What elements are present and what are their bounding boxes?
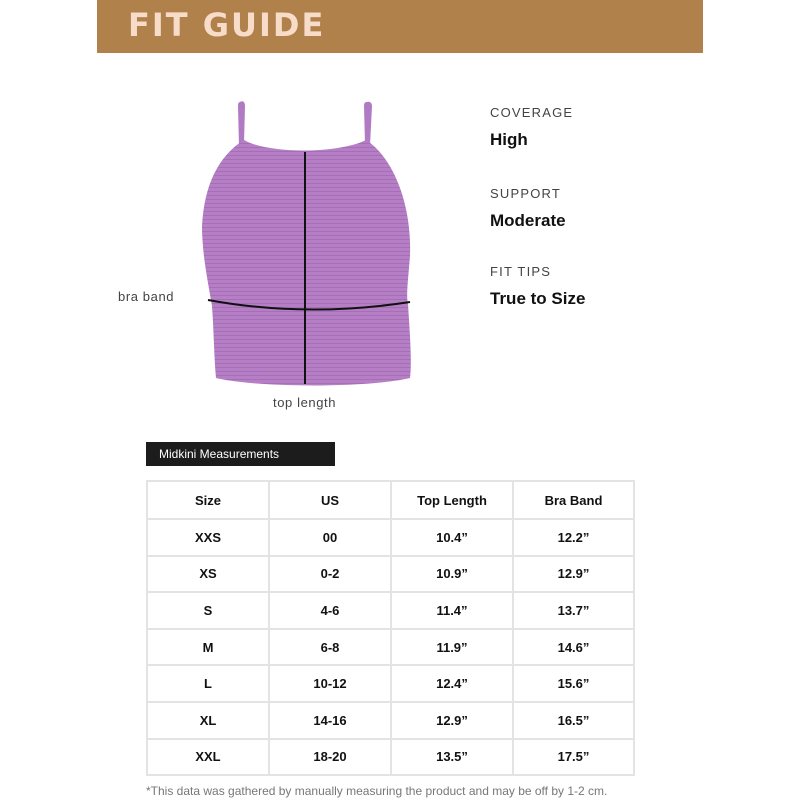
- cell-us: 18-20: [269, 739, 391, 776]
- cell-size: XS: [147, 556, 269, 593]
- cell-size: XL: [147, 702, 269, 739]
- size-measurements-table: [146, 480, 635, 776]
- right-strap: [364, 102, 372, 146]
- measurement-disclaimer: *This data was gathered by manually measuring the product and may be off by 1-2 cm.: [146, 784, 608, 798]
- spec-value: High: [490, 130, 528, 149]
- table-header-row: [147, 481, 634, 519]
- bra-band-label: bra band: [118, 289, 175, 304]
- spec-fit-tips: [490, 264, 585, 309]
- cell-size: L: [147, 665, 269, 702]
- garment-body: [202, 140, 411, 386]
- cell-size: XXS: [147, 519, 269, 556]
- cell-top-length: 11.9”: [391, 629, 513, 666]
- cell-us: 00: [269, 519, 391, 556]
- cell-bra-band: 15.6”: [513, 665, 634, 702]
- cell-size: XXL: [147, 739, 269, 776]
- spec-label: SUPPORT: [490, 186, 562, 201]
- table-row: [147, 556, 634, 593]
- cell-us: 4-6: [269, 592, 391, 629]
- column-header-top-length: Top Length: [391, 481, 513, 519]
- cell-size: S: [147, 592, 269, 629]
- spec-value: True to Size: [490, 289, 586, 308]
- cell-bra-band: 12.9”: [513, 556, 634, 593]
- table-row: [147, 592, 634, 629]
- cell-us: 14-16: [269, 702, 391, 739]
- top-length-label: top length: [273, 395, 337, 410]
- table-row: [147, 629, 634, 666]
- garment-illustration: [198, 96, 418, 396]
- cell-top-length: 13.5”: [391, 739, 513, 776]
- crop-top-image: [198, 96, 418, 396]
- cell-top-length: 10.9”: [391, 556, 513, 593]
- fit-guide-banner: [97, 0, 703, 53]
- cell-top-length: 12.9”: [391, 702, 513, 739]
- table-row: [147, 739, 634, 776]
- left-strap: [238, 101, 245, 146]
- table-row: [147, 702, 634, 739]
- spec-label: FIT TIPS: [490, 264, 552, 279]
- column-header-size: Size: [147, 481, 269, 519]
- cell-top-length: 12.4”: [391, 665, 513, 702]
- column-header-us: US: [269, 481, 391, 519]
- spec-value: Moderate: [490, 211, 566, 230]
- cell-bra-band: 16.5”: [513, 702, 634, 739]
- banner-title: FIT GUIDE: [128, 6, 326, 44]
- spec-support: [490, 186, 566, 231]
- spec-coverage: [490, 105, 573, 150]
- cell-us: 0-2: [269, 556, 391, 593]
- cell-top-length: 10.4”: [391, 519, 513, 556]
- cell-top-length: 11.4”: [391, 592, 513, 629]
- spec-label: COVERAGE: [490, 105, 574, 120]
- cell-bra-band: 13.7”: [513, 592, 634, 629]
- cell-size: M: [147, 629, 269, 666]
- cell-us: 6-8: [269, 629, 391, 666]
- cell-us: 10-12: [269, 665, 391, 702]
- measurements-table-title: Midkini Measurements: [146, 442, 335, 466]
- table-row: [147, 665, 634, 702]
- column-header-bra-band: Bra Band: [513, 481, 634, 519]
- cell-bra-band: 17.5”: [513, 739, 634, 776]
- cell-bra-band: 12.2”: [513, 519, 634, 556]
- table-row: [147, 519, 634, 556]
- cell-bra-band: 14.6”: [513, 629, 634, 666]
